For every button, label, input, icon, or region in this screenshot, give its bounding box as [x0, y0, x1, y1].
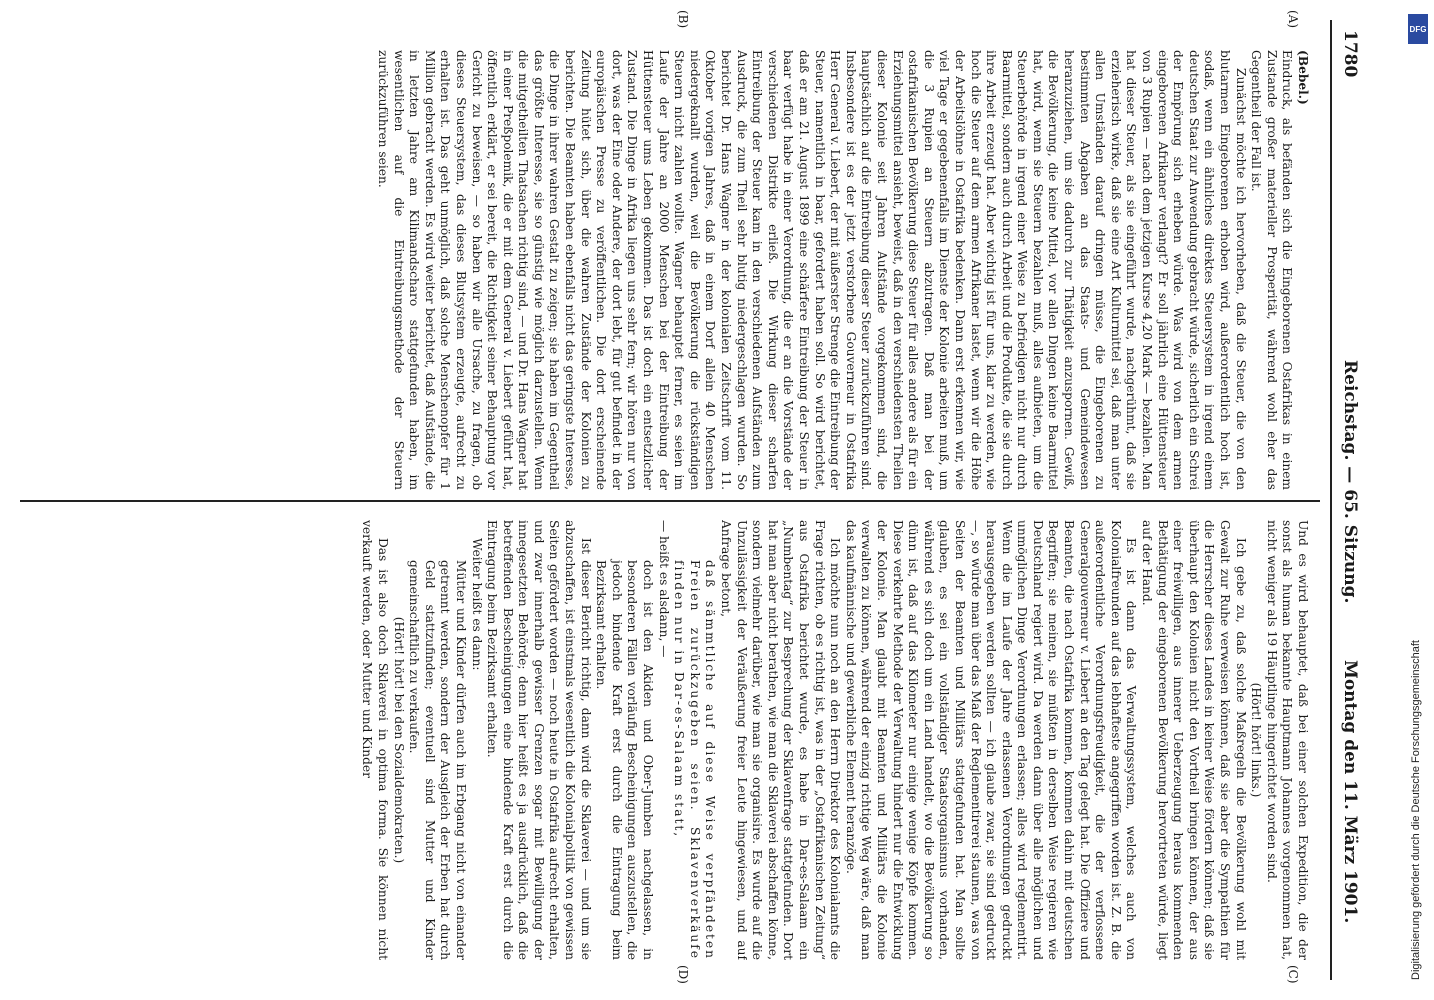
speaker-name: (Bebel.)	[1296, 50, 1310, 105]
digitization-credit	[1406, 8, 1432, 992]
page-number: 1780	[1340, 30, 1360, 78]
margin-marker-b: (B)	[676, 10, 690, 29]
quotation: daß sämmtliche auf diese Weise verpfändeten Freien zurückzugeben seien. Sklavenverkäufe finden nur in Dar-es-Salaam statt,	[672, 560, 718, 960]
paragraph: Eindruck, als befänden sich die Eingeborenen Ostafrikas in einem Zustande großer materieller Prosperität, während wohl eher das Gegentheil der Fall ist.	[1249, 50, 1295, 490]
column-divider	[20, 500, 1320, 502]
margin-marker-d: (D)	[676, 965, 690, 984]
margin-marker-a: (A)	[1286, 10, 1300, 29]
left-column	[10, 50, 1310, 490]
paragraph: Das ist also doch Sklaverei in optima forma. Sie können nicht verkauft werden, oder Mutter und Kinder	[360, 520, 390, 960]
session-title: Reichstag. — 65. Sitzung.	[1340, 360, 1360, 604]
paragraph: Weiter heißt es dann:	[469, 538, 484, 671]
interjection: (Hört! hört! links.)	[1249, 682, 1264, 798]
quotation: Mütter und Kinder dürfen auch im Erbgang nicht von einander getrennt werden, sondern der Ausgleich der Erben hat durch Geld stattzufinden; eventuell sind Mutter und Kinder gemeinschaftlich zu verkaufen.	[407, 560, 468, 960]
paragraph: Zunächst möchte ich hervorheben, daß die Steuer, die von den blutarmen Eingeborenen erhoben wird, außerordentlich hoch ist, sodaß, wenn ein ähnliches direktes Steuersystem in irgend einem deutschen Staat zur Anwendung gebracht würde, sicherlich ein Schrei der Empörung sich erheben würde. Was wird von dem armen eingeborenen Afrikaner verlangt? Er soll jährlich eine Hüttensteuer von 3 Rupien — nach dem jetzigen Kurse 4,20 Mark — bezahlen. Man hat dieser Steuer, als sie eingeführt wurde, nachgerühmt, daß sie erzieherisch wirke, daß sie eine Art Kulturmittel sei, daß man unter allen Umständen darauf dringen müsse, die Eingeborenen zu bestimmten Abgaben an das Staats- und Gemeindewesen heranzuziehen, um sie dadurch zur Thätigkeit anzuspornen. Gewiß, die Bevölkerung, die keine Mittel, vor allen Dingen keine Baarmittel hat, wird, wenn sie Steuern bezahlen muß, alles aufbieten, um die Steuerbehörde in irgend einer Weise zu befriedigen nicht nur durch Baarmittel, sondern auch durch Arbeit und die Produkte, die sie durch ihre Arbeit erzeugt hat. Aber wichtig ist für uns, klar zu werden, wie hoch die Steuer auf dem armen Afrikaner lastet, wenn wir die Höhe der Arbeitslöhne in Ostafrika bedenken. Dann erst erkennen wir, wie viel Tage er gegebenenfalls im Dienste der Kolonie arbeiten muß, um die 3 Rupien an Steuern abzutragen. Daß man bei der ostafrikanischen Bevölkerung diese Steuer für alles andere als für ein Erziehungsmittel ansieht, beweist, daß in den verschiedensten Theilen dieser Kolonie seit Jahren Aufstände vorgekommen sind, die hauptsächlich auf die Eintreibung dieser Steuer zurückzuführen sind. Insbesondere ist es der jetzt verstorbene Gouverneur in Ostafrika Herr General v. Liebert, der mit äußerster Strenge die Eintreibung der Steuer, namentlich in baar, gefordert haben soll. So wird berichtet, daß er am 21. August 1899 eine schärfere Eintreibung der Steuer in baar verfügt habe in einer Verordnung, die er an die Vorstände der verschiedenen Distrikte erließ. Die Wirkung dieser scharfen Eintreibung der Steuer kam in den verschiedenen Aufständen zum Ausdruck, die zum Theil sehr blutig niedergeschlagen wurden. So berichtet Dr. Hans Wagner in der kolonialen Zeitschrift vom 11. Oktober vorigen Jahres, daß in einem Dorf allein 40 Menschen niedergeknallt wurden, weil die Bevölkerung die rückständigen Steuern nicht zahlen wollte. Wagner behauptet ferner, es seien im Laufe der Jahre an 2000 Menschen bei der Eintreibung der Hüttensteuer ums Leben gekommen. Das ist doch ein entsetzlicher Zustand. Die Dinge in Afrika liegen uns sehr fern; wir hören nur von dort, was der Eine oder Andere, der dort lebt, für gut befindet in der europäischen Presse zu veröffentlichen. Die dort erscheinende Zeitung hütet sich, über die wahren Zustände der Kolonien zu berichten. Die Beamten haben ebenfalls nicht das geringste Interesse, die Dinge in ihrer wahren Gestalt zu zeigen; sie haben im Gegentheil das größte Interesse, sie so günstig wie möglich darzustellen. Wenn die mitgetheilten Thatsachen richtig sind, — und Dr. Hans Wagner hat in einer Preßpolemik, die er mit dem General v. Liebert geführt hat, öffentlich erklärt, er sei bereit, die Richtigkeit seiner Behauptung vor Gericht zu beweisen, — so haben wir alle Ursache, zu fragen, ob dieses Steuersystem, das dieses Blutsystem erzeugte, aufrecht zu erhalten ist. Das geht unmöglich, daß solche Menschenopfer für 1 Million gebracht werden. Es wird weiter berichtet, daß Aufstände, die in letzten Jahre am Kilimandscharo stattgefunden haben, im wesentlichen auf die Eintreibungsmethode der Steuern zurückzuführen seien.	[375, 50, 1248, 490]
paragraph: Und es wird behauptet, daß bei einer solchen Expedition, die der sonst als human bekannte Hauptmann Johannes vorgenommen hat, nicht weniger als 19 Häuptlinge hingerichtet worden sind.	[1264, 520, 1310, 960]
page-header	[1328, 20, 1368, 980]
interjection: (Hört! hört! bei den Sozialdemokraten.)	[391, 616, 406, 864]
paragraph: Ich möchte nun noch an den Herrn Direktor des Kolonialamts die Frage richten, ob es richtig ist, was in der „Ostafrikanischen Zeitung“ aus Ostafrika berichtet wurde, es habe in Dar-es-Salaam ein „Numbentag“ zur Besprechung der Sklavenfrage stattgefunden. Dort hat man aber nicht berathen, wie man die Sklaverei abschaffen könne, sondern vielmehr darüber, wie man sie organisire. Es wurde auf die Unzulässigkeit der Veräußerung freier Leute hingewiesen, und auf Anfrage betont,	[719, 520, 843, 960]
margin-marker-c: (C)	[1286, 965, 1300, 984]
credit-text: Digitalisierung gefördert durch die Deutsche Forschungsgemeinschaft	[1410, 640, 1422, 980]
dfg-logo: DFG	[1408, 14, 1428, 44]
paragraph: Ich gebe zu, daß solche Maßregeln die Bevölkerung wohl mit Gewalt zur Ruhe verweisen können, daß sie aber die Sympathien für die Herrscher dieses Landes in keiner Weise fördern können; daß sie überhaupt den Kolonien nicht den Vortheil bringen können, der aus einer freiwilligen, aus innerer Ueberzeugung heraus kommenden Bethätigung der eingeborenen Bevölkerung hervortreten würde, liegt auf der Hand.	[1140, 520, 1248, 960]
right-column	[10, 520, 1310, 960]
quotation: doch ist den Akiden und Ober-Jumben nachgelassen, in besonderen Fällen vorläufig Bescheinigungen auszustellen, die jedoch bindende Kraft erst durch die Eintragung beim Bezirksamt erhalten.	[594, 560, 656, 960]
paragraph: — heißt es alsdann, —	[656, 520, 671, 658]
session-date: Montag den 11. März 1901.	[1340, 660, 1360, 924]
paragraph: Ist dieser Bericht richtig, dann wird die Sklaverei — und um sie abzuschaffen, ist einstmals wesentlich die Kolonialpolitik von gewissen Seiten gefördert worden — noch heute in Ostafrika aufrecht erhalten, und zwar innerhalb gewisser Grenzen sogar mit Bewilligung der innegesetzten Behörde; denn hier heißt es ja ausdrücklich, daß die betreffenden Bescheinigungen eine bindende Kraft erst durch die Eintragung beim Bezirksamt erhalten.	[485, 520, 593, 960]
paragraph: Es ist dann das Verwaltungssystem, welches auch von Kolonialfreunden auf das lebhafteste angegriffen worden ist. Z. B. die außerordentliche Verordnungsfreudigkeit, die der verflossene Generalgouverneur v. Liebert an den Tag gelegt hat. Die Offiziere und Beamten, die nach Ostafrika kommen, kommen dahin mit deutschen Begriffen; sie meinen, sie müßten in derselben Weise regieren wie Deutschland regiert wird. Da werden dann über alle möglichen und unmöglichen Dinge Verordnungen erlassen; alles wird reglementirt. Wenn die im Laufe der Jahre erlassenen Verordnungen gedruckt herausgegeben werden sollten — ich glaube zwar, sie sind gedruckt —, so würde man über das Maß der Reglementirerei staunen, was von Seiten der Beamten und Militärs stattgefunden hat. Man sollte glauben, es sei ein vollständiger Staatsorganismus vorhanden, während es sich doch um ein Land handelt, wo die Bevölkerung so dünn ist, daß auf das Kilometer nur einige wenige Köpfe kommen. Diese verkehrte Methode der Verwaltung hindert nur die Entwicklung der Kolonie. Man glaubt mit Beamten und Militärs die Kolonie verwalten zu können, während der einzig richtige Weg wäre, daß man das kaufmännische und gewerbliche Element heranzöge.	[843, 520, 1139, 960]
header-rule	[1330, 20, 1332, 980]
